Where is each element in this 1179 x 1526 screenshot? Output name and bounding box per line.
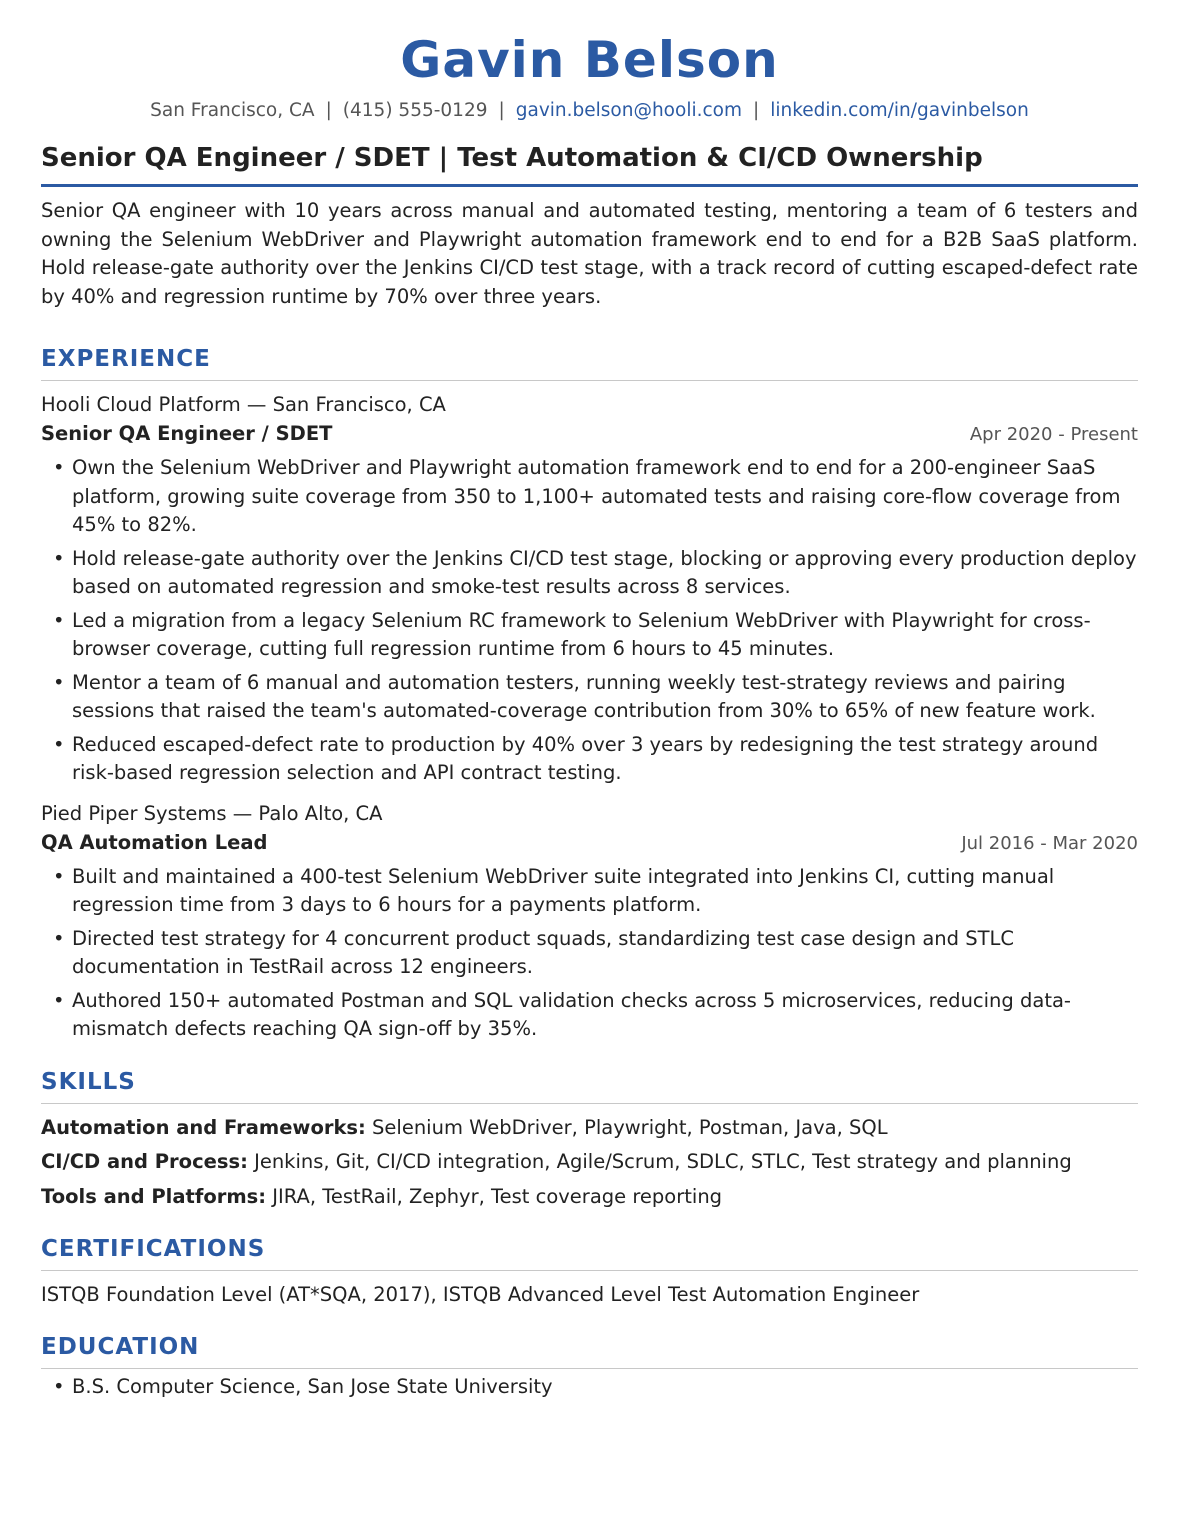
linkedin-link[interactable]: linkedin.com/in/gavinbelson (770, 100, 1029, 121)
section-title-experience: EXPERIENCE (41, 345, 1138, 381)
headline: Senior QA Engineer / SDET | Test Automation & CI/CD Ownership (41, 143, 1138, 187)
bullet-item (41, 545, 1138, 602)
bullet-text: Directed test strategy for 4 concurrent product squads, standardizing test case design and STLC documentation in TestRail across 12 engineers. (72, 926, 1014, 978)
bullet-item (41, 607, 1138, 664)
bullet-dot: • (53, 1375, 65, 1398)
skill-value: Selenium WebDriver, Playwright, Postman, Java, SQL (372, 1115, 888, 1139)
bullet-item (41, 454, 1138, 540)
role-row (41, 419, 1138, 450)
bullet-dot: • (53, 670, 65, 694)
skill-label: CI/CD and Process: (41, 1150, 248, 1173)
candidate-name: Gavin Belson (400, 31, 779, 89)
company: Hooli Cloud Platform — San Francisco, CA (41, 393, 446, 416)
company: Pied Piper Systems — Palo Alto, CA (41, 801, 383, 825)
bullet-item (41, 925, 1138, 982)
bullet-dot: • (53, 546, 65, 570)
education-item (41, 1373, 1138, 1402)
job-dates: Apr 2020 - Present (969, 424, 1138, 445)
bullet-dot: • (53, 864, 65, 888)
role-title: Senior QA Engineer / SDET (41, 422, 333, 445)
section-title-education: EDUCATION (41, 1333, 1138, 1369)
bullet-text: Own the Selenium WebDriver and Playwright automation framework end to end for a 200-engineer SaaS platform, growing suite coverage from 350 to 1,100+ automated tests and raising core-flow coverage from 45% to 82%. (72, 456, 1121, 536)
bullet-text: Reduced escaped-defect rate to production by 40% over 3 years by redesigning the test strategy around risk-based regression selection and API contract testing. (72, 732, 1099, 784)
bullet-item (41, 669, 1138, 726)
bullet-dot: • (53, 926, 65, 950)
job-bullets (41, 454, 1138, 788)
bullet-text: Hold release-gate authority over the Jenkins CI/CD test stage, blocking or approving every production deploy based on automated regression and smoke-test results across 8 services. (72, 546, 1137, 598)
education-text: B.S. Computer Science, San Jose State University (72, 1375, 553, 1398)
bullet-text: Mentor a team of 6 manual and automation testers, running weekly test-strategy reviews and pairing sessions that raised the team's automated-coverage contribution from 30% to 65% of new feature work. (72, 670, 1096, 722)
bullet-text: Led a migration from a legacy Selenium RC framework to Selenium WebDriver with Playwright for cross-browser coverage, cutting full regression runtime from 6 hours to 45 minutes. (72, 608, 1091, 660)
skills-list (41, 1114, 1138, 1212)
skill-line (41, 1183, 1138, 1212)
phone: (415) 555-0129 (342, 100, 488, 121)
bullet-item (41, 863, 1138, 920)
bullet-dot: • (53, 608, 65, 632)
resume-page (0, 31, 1179, 1526)
skill-line (41, 1114, 1138, 1143)
bullet-text: Authored 150+ automated Postman and SQL validation checks across 5 microservices, reducing data-mismatch defects reaching QA sign-off by 35%. (72, 988, 1071, 1040)
skill-line (41, 1148, 1138, 1177)
location: San Francisco, CA (150, 100, 315, 121)
job-dates: Jul 2016 - Mar 2020 (961, 832, 1138, 854)
bullet-text: Built and maintained a 400-test Selenium WebDriver suite integrated into Jenkins CI, cutting manual regression time from 3 days to 6 hours for a payments platform. (72, 864, 1055, 916)
bullet-dot: • (53, 988, 65, 1012)
skill-label: Tools and Platforms: (41, 1184, 267, 1208)
role-row (41, 828, 1138, 859)
education-list (41, 1373, 1138, 1402)
email-link[interactable]: gavin.belson@hooli.com (515, 100, 742, 121)
bullet-item (41, 731, 1138, 788)
bullet-dot: • (53, 732, 65, 756)
skill-label: Automation and Frameworks: (41, 1115, 366, 1139)
job-bullets (41, 863, 1138, 1044)
separator: | (753, 100, 760, 121)
separator: | (498, 100, 505, 121)
contact-line (41, 99, 1138, 123)
separator: | (325, 100, 332, 121)
job-entry (41, 391, 1138, 788)
skill-value: Jenkins, Git, CI/CD integration, Agile/Scrum, SDLC, STLC, Test strategy and planning (254, 1150, 1072, 1173)
certifications-text: ISTQB Foundation Level (AT*SQA, 2017), ISTQB Advanced Level Test Automation Engineer (41, 1283, 920, 1306)
summary: Senior QA engineer with 10 years across manual and automated testing, mentoring a team of 6 testers and owning the Selenium WebDriver and Playwright automation framework end to end for a B2B SaaS platform. Hold release-gate authority over the Jenkins CI/CD test stage, with a track record of cutting escaped-defect rate by 40% and regression runtime by 70% over three years. (41, 199, 1138, 308)
role-title: QA Automation Lead (41, 830, 268, 854)
section-title-skills: SKILLS (41, 1068, 1138, 1104)
skill-value: JIRA, TestRail, Zephyr, Test coverage reporting (272, 1184, 723, 1208)
bullet-dot: • (53, 456, 65, 479)
section-title-certifications: CERTIFICATIONS (41, 1235, 1138, 1271)
job-entry (41, 800, 1138, 1044)
bullet-item (41, 987, 1138, 1044)
